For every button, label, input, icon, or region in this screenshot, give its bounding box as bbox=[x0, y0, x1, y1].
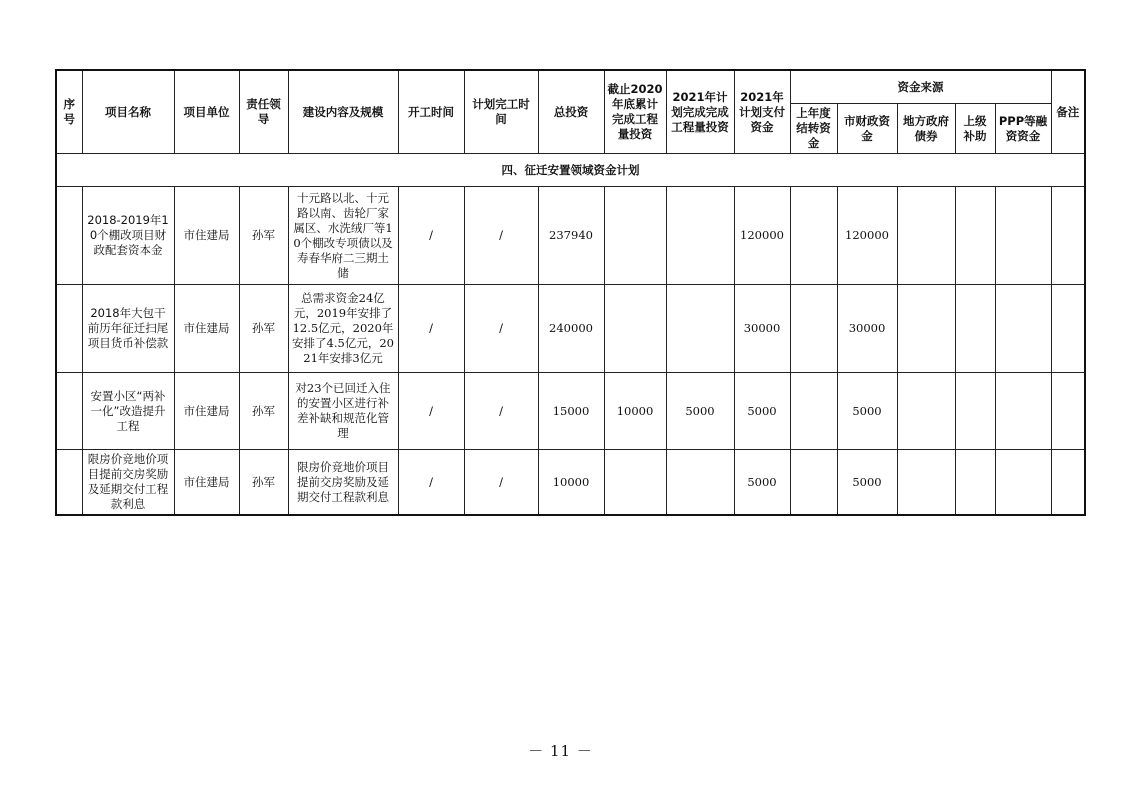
table-row bbox=[56, 450, 1085, 516]
cell-plan-pay: 30000 bbox=[734, 285, 790, 373]
cell-fund-upper bbox=[955, 373, 995, 450]
cell-finish-time: / bbox=[464, 450, 538, 516]
cell-cumulative: 10000 bbox=[604, 373, 666, 450]
cell-seq bbox=[56, 285, 82, 373]
cell-remark bbox=[1051, 187, 1085, 285]
header-row bbox=[56, 70, 1085, 104]
cell-project-unit: 市住建局 bbox=[174, 285, 239, 373]
cell-fund-upper bbox=[955, 187, 995, 285]
header-plan-complete: 2021年计划完成完成工程量投资 bbox=[666, 70, 734, 154]
cell-fund-carry bbox=[790, 450, 837, 516]
cell-fund-ppp bbox=[995, 373, 1051, 450]
cell-fund-upper bbox=[955, 285, 995, 373]
header-fund-carry: 上年度结转资金 bbox=[790, 104, 837, 154]
cell-fund-city: 5000 bbox=[837, 450, 897, 516]
cell-fund-bond bbox=[897, 373, 955, 450]
header-total-investment: 总投资 bbox=[538, 70, 604, 154]
cell-cumulative bbox=[604, 285, 666, 373]
cell-project-name: 2018年大包干前历年征迁扫尾项目货币补偿款 bbox=[82, 285, 174, 373]
page-number: － 11 － bbox=[528, 742, 593, 760]
cell-project-unit: 市住建局 bbox=[174, 450, 239, 516]
table-row bbox=[56, 187, 1085, 285]
table-row bbox=[56, 285, 1085, 373]
cell-fund-bond bbox=[897, 450, 955, 516]
cell-project-unit: 市住建局 bbox=[174, 187, 239, 285]
cell-total-investment: 240000 bbox=[538, 285, 604, 373]
cell-finish-time: / bbox=[464, 373, 538, 450]
cell-fund-ppp bbox=[995, 285, 1051, 373]
header-cumulative: 截止2020年底累计完成工程量投资 bbox=[604, 70, 666, 154]
cell-cumulative bbox=[604, 450, 666, 516]
cell-remark bbox=[1051, 373, 1085, 450]
header-leader: 责任领导 bbox=[239, 70, 288, 154]
cell-plan-complete bbox=[666, 285, 734, 373]
cell-project-name: 限房价竞地价项目提前交房奖励及延期交付工程款利息 bbox=[82, 450, 174, 516]
cell-fund-bond bbox=[897, 187, 955, 285]
cell-plan-pay: 5000 bbox=[734, 450, 790, 516]
header-finish-time: 计划完工时间 bbox=[464, 70, 538, 154]
cell-fund-city: 5000 bbox=[837, 373, 897, 450]
cell-seq bbox=[56, 373, 82, 450]
cell-project-name: 安置小区“两补一化”改造提升工程 bbox=[82, 373, 174, 450]
cell-seq bbox=[56, 187, 82, 285]
cell-cumulative bbox=[604, 187, 666, 285]
cell-fund-city: 30000 bbox=[837, 285, 897, 373]
cell-leader: 孙军 bbox=[239, 187, 288, 285]
header-project-unit: 项目单位 bbox=[174, 70, 239, 154]
cell-content: 总需求资金24亿元，2019年安排了12.5亿元，2020年安排了4.5亿元，2021年安排3亿元 bbox=[288, 285, 398, 373]
section-row bbox=[56, 154, 1085, 187]
cell-plan-complete bbox=[666, 450, 734, 516]
cell-seq bbox=[56, 450, 82, 516]
header-project-name: 项目名称 bbox=[82, 70, 174, 154]
header-plan-pay: 2021年计划支付资金 bbox=[734, 70, 790, 154]
cell-remark bbox=[1051, 285, 1085, 373]
cell-project-name: 2018-2019年10个棚改项目财政配套资本金 bbox=[82, 187, 174, 285]
cell-plan-complete: 5000 bbox=[666, 373, 734, 450]
cell-fund-upper bbox=[955, 450, 995, 516]
cell-content: 十元路以北、十元路以南、齿轮厂家属区、水洗绒厂等10个棚改专项债以及寿春华府二三期土储 bbox=[288, 187, 398, 285]
header-fund-bond: 地方政府债券 bbox=[897, 104, 955, 154]
cell-fund-ppp bbox=[995, 450, 1051, 516]
cell-plan-complete bbox=[666, 187, 734, 285]
cell-leader: 孙军 bbox=[239, 285, 288, 373]
cell-plan-pay: 5000 bbox=[734, 373, 790, 450]
cell-start-time: / bbox=[398, 285, 464, 373]
cell-fund-ppp bbox=[995, 187, 1051, 285]
header-start-time: 开工时间 bbox=[398, 70, 464, 154]
cell-total-investment: 237940 bbox=[538, 187, 604, 285]
cell-fund-carry bbox=[790, 187, 837, 285]
cell-fund-bond bbox=[897, 285, 955, 373]
funding-plan-table bbox=[55, 69, 1086, 516]
cell-start-time: / bbox=[398, 187, 464, 285]
cell-start-time: / bbox=[398, 373, 464, 450]
cell-remark bbox=[1051, 450, 1085, 516]
header-remark: 备注 bbox=[1051, 70, 1085, 154]
header-funding-source: 资金来源 bbox=[790, 70, 1051, 104]
header-fund-upper: 上级补助 bbox=[955, 104, 995, 154]
cell-total-investment: 10000 bbox=[538, 450, 604, 516]
section-title: 四、征迁安置领域资金计划 bbox=[56, 154, 1085, 187]
header-fund-ppp: PPP等融资资金 bbox=[995, 104, 1051, 154]
cell-fund-carry bbox=[790, 373, 837, 450]
header-fund-city: 市财政资金 bbox=[837, 104, 897, 154]
header-seq: 序号 bbox=[56, 70, 82, 154]
cell-content: 限房价竞地价项目提前交房奖励及延期交付工程款利息 bbox=[288, 450, 398, 516]
header-content: 建设内容及规模 bbox=[288, 70, 398, 154]
cell-total-investment: 15000 bbox=[538, 373, 604, 450]
cell-leader: 孙军 bbox=[239, 450, 288, 516]
cell-plan-pay: 120000 bbox=[734, 187, 790, 285]
cell-finish-time: / bbox=[464, 187, 538, 285]
table-row bbox=[56, 373, 1085, 450]
cell-leader: 孙军 bbox=[239, 373, 288, 450]
cell-content: 对23个已回迁入住的安置小区进行补差补缺和规范化管理 bbox=[288, 373, 398, 450]
cell-fund-city: 120000 bbox=[837, 187, 897, 285]
cell-project-unit: 市住建局 bbox=[174, 373, 239, 450]
cell-finish-time: / bbox=[464, 285, 538, 373]
cell-start-time: / bbox=[398, 450, 464, 516]
cell-fund-carry bbox=[790, 285, 837, 373]
